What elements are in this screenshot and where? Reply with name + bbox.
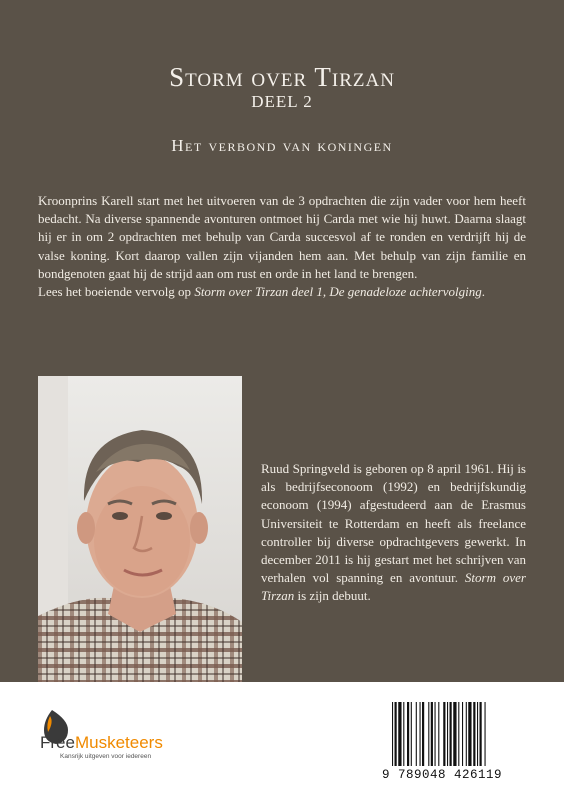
author-portrait-image: [38, 376, 242, 682]
publisher-name-part1: Free: [40, 733, 75, 752]
bio-paragraph: [261, 460, 526, 606]
blurb-followup: [38, 283, 526, 301]
bio-text: Ruud Springveld is geboren op 8 april 1961. Hij is als bedrijfseconoom (1992) en bedrijfskundig econoom (1994) afgestudeerd aan de Erasmus Universiteit te Rotterdam en heeft als freelance controller bij diverse opdrachtgevers gewerkt. In december 2011 is hij gestart met het schrijven van verhalen vol spanning en avontuur.: [261, 461, 526, 586]
book-subtitle: Het verbond van koningen: [171, 136, 393, 155]
blurb-text: Kroonprins Karell start met het uitvoeren van de 3 opdrachten die zijn vader voor hem heeft bedacht. Na diverse spannende avonturen ontmoet hij Carda met wie hij huwt. Daarna slaagt hij er in om 2 opdrachten met behulp van Carda succesvol af te ronden en verdrijft hij de valse koning. Kort daarop vallen zijn vijanden hem aan. Met behulp van zijn familie en bondgenoten gaat hij de strijd aan om rust en orde in het land te brengen.: [38, 193, 526, 281]
blurb: [38, 192, 526, 301]
publisher-tagline: Kansrijk uitgeven voor iedereen: [60, 753, 152, 760]
publisher-name: [40, 733, 163, 753]
barcode-digits: 9 789048 426119: [382, 768, 503, 782]
author-bio: [261, 460, 526, 606]
publisher-name-part2: Musketeers: [74, 733, 163, 752]
bio-debut-suffix: is zijn debuut.: [294, 588, 371, 604]
followup-suffix: .: [481, 284, 485, 300]
book-title: Storm over Tirzan: [169, 62, 395, 92]
bio-book-title: Storm over Tirzan: [261, 570, 526, 604]
author-photo: [38, 376, 242, 682]
followup-title: Storm over Tirzan deel 1, De genadeloze achtervolging: [194, 284, 482, 300]
followup-prefix: Lees het boeiende vervolg op: [38, 284, 195, 300]
book-part: DEEL 2: [251, 92, 313, 111]
